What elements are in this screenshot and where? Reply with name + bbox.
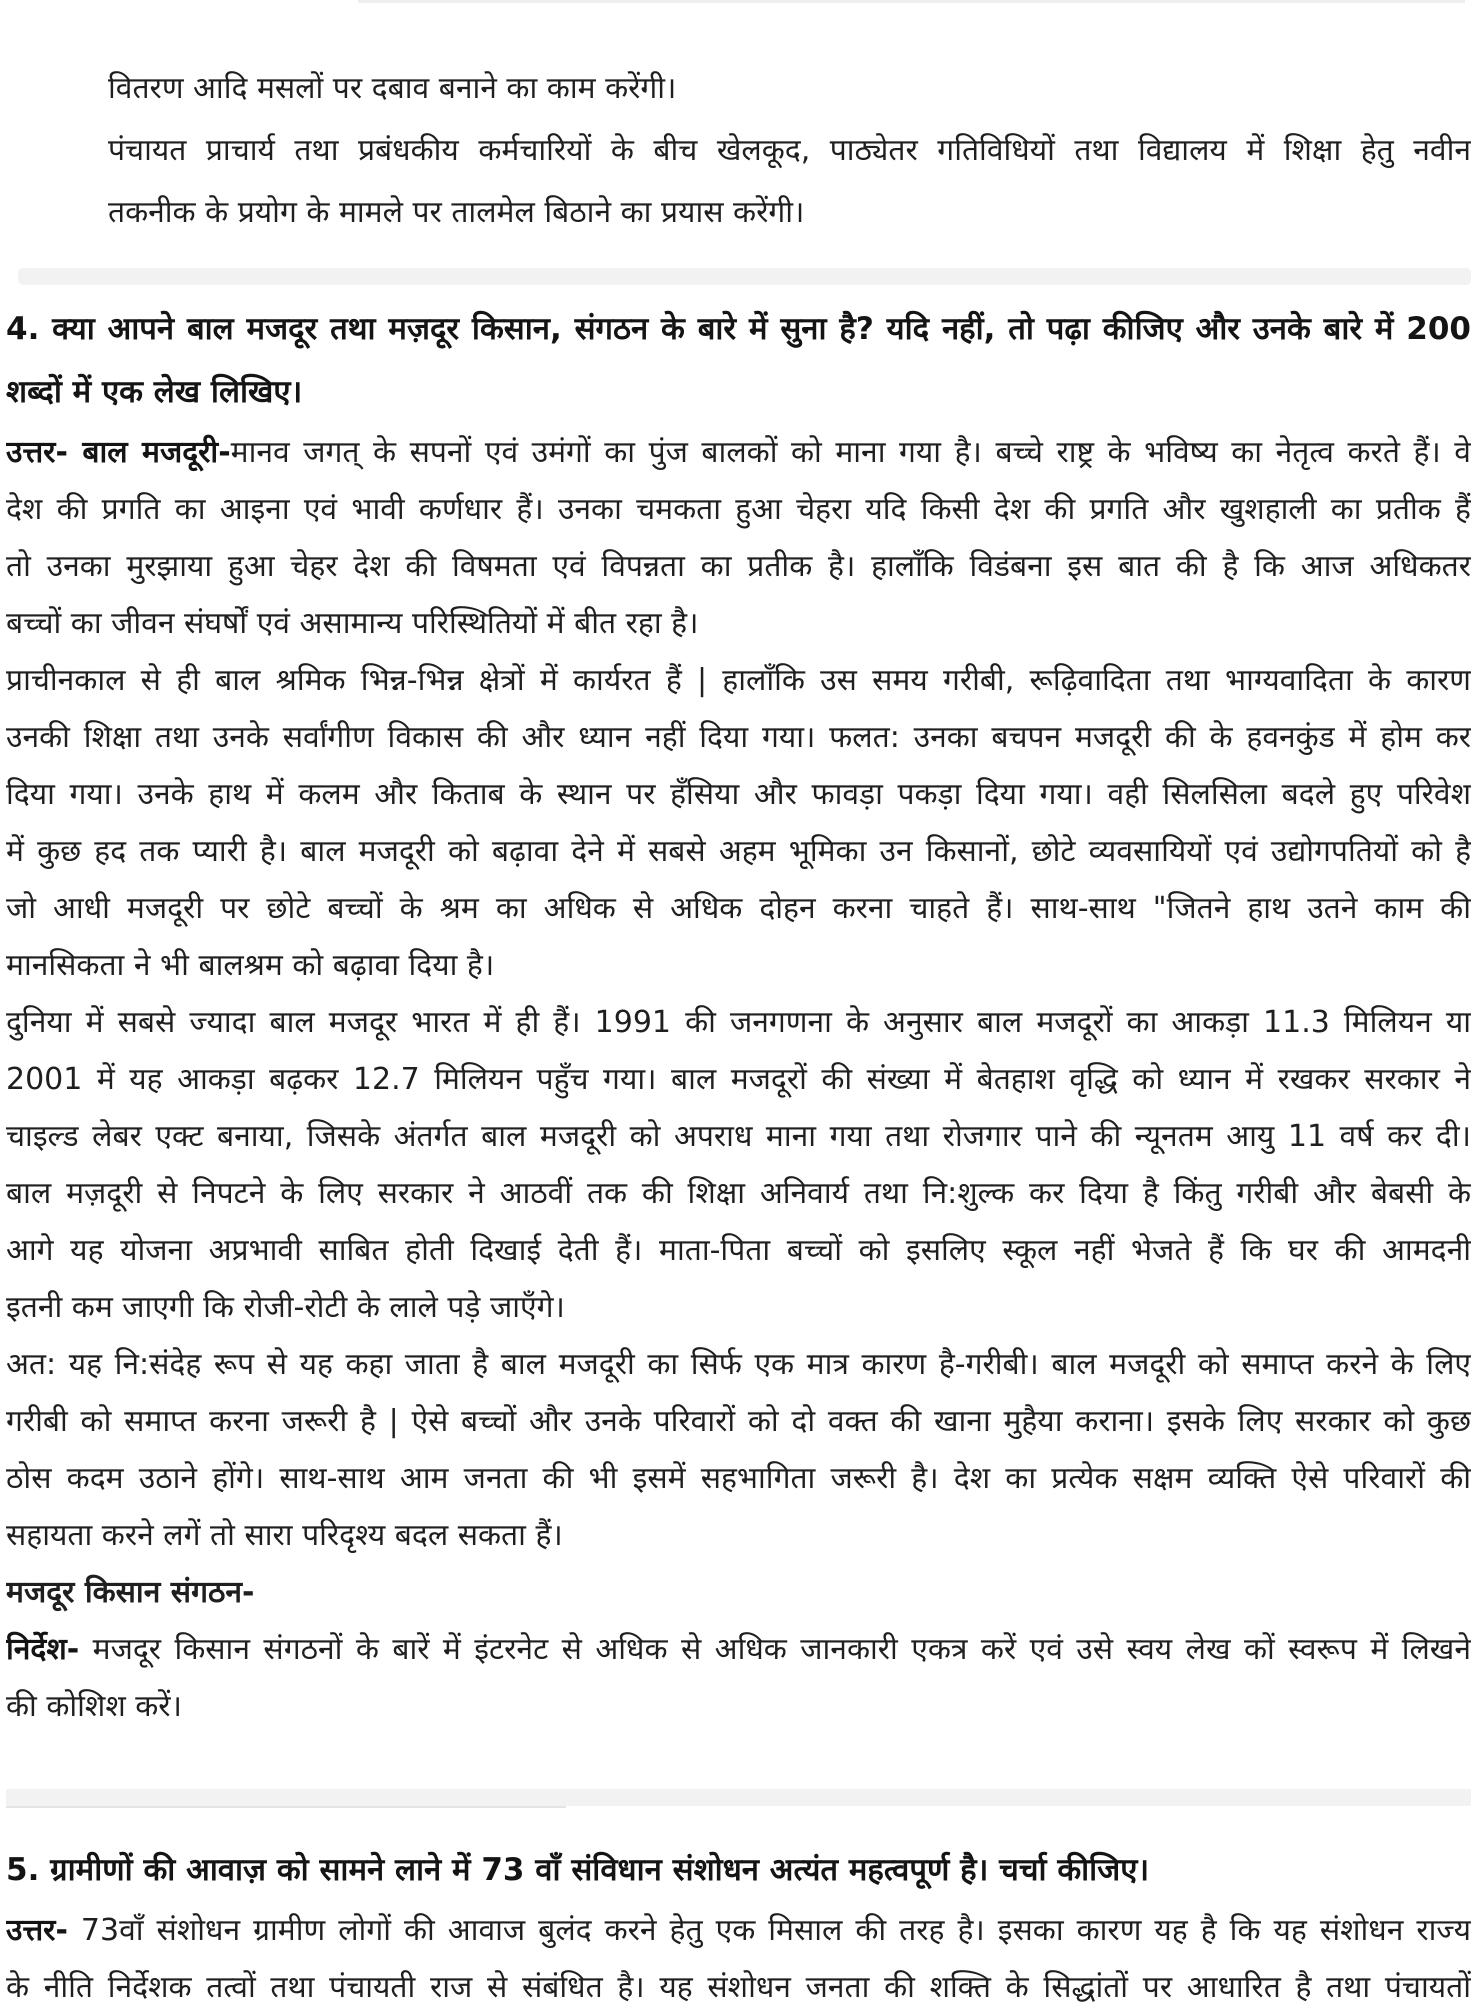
line-text: 73वाँ संशोधन ग्रामीण लोगों की आवाज बुलंद करने हेतु एक मिसाल की तरह है। इसका कारण यह है कि यह संशोधन राज्य [67,1913,1471,1948]
line-text: अत: यह नि:संदेह रूप से यह कहा जाता है बाल मजदूरी का सिर्फ एक मात्र कारण है-गरीबी। बाल मजदूरी को समाप्त करने के लिए [6,1347,1471,1382]
answer-4-line [6,538,1471,595]
line-text: दुनिया में सबसे ज्यादा बाल मजदूर भारत में ही हैं। 1991 की जनगणना के अनुसार बाल मजदूरों का आकड़ा 11.3 मिलियन या [6,1005,1471,1040]
answer-4-line [6,709,1471,766]
line-text: बच्चों का जीवन संघर्षों एवं असामान्य परिस्थितियों में बीत रहा है। [6,606,699,641]
bullet-item-line [108,120,1471,182]
answer-5-line [6,1959,1471,2016]
answer-4-line [6,595,1471,652]
line-text: देश की प्रगति का आइना एवं भावी कर्णधार हैं। उनका चमकता हुआ चेहरा यदि किसी देश की प्रगति और खुशहाली का प्रतीक हैं [6,492,1471,527]
section-divider [18,268,1471,285]
line-text: चाइल्ड लेबर एक्ट बनाया, जिसके अंतर्गत बाल मजदूरी को अपराध माना गया तथा रोजगार पाने की न्यूनतम आयु 11 वर्ष कर दी। [6,1119,1471,1154]
line-text: 5. ग्रामीणों की आवाज़ को सामने लाने में 73 वाँ संविधान संशोधन अत्यंत महत्वपूर्ण है। चर्चा कीजिए। [6,1852,1150,1888]
line-text: उनकी शिक्षा तथा उनके सर्वांगीण विकास की और ध्यान नहीं दिया गया। फलत: उनका बचपन मजदूरी की के हवनकुंड में होम कर [6,720,1471,755]
line-text: बाल मज़दूरी से निपटने के लिए सरकार ने आठवीं तक की शिक्षा अनिवार्य तथा नि:शुल्क कर दिया है किंतु गरीबी और बेबसी के [6,1176,1471,1211]
answer-4-line [6,424,1471,481]
line-text: मानव जगत् के सपनों एवं उमंगों का पुंज बालकों को माना गया है। बच्चे राष्ट्र के भविष्य का नेतृत्व करते हैं। वे [230,435,1471,470]
line-text: प्राचीनकाल से ही बाल श्रमिक भिन्न-भिन्न क्षेत्रों में कार्यरत हैं | हालाँकि उस समय गरीबी, रूढ़िवादिता तथा भाग्यवादिता के कारण [6,663,1471,698]
instruction-line [6,1621,1471,1678]
answer-4-line [6,823,1471,880]
answer-4-line [6,1507,1471,1564]
question-4-heading-line [6,298,1471,361]
intro-continuation-line [108,58,1471,120]
answer-5-line [6,1902,1471,1959]
answer-4-line [6,1051,1471,1108]
line-text: जो आधी मजदूरी पर छोटे बच्चों के श्रम का अधिक से अधिक दोहन करना चाहते हैं। साथ-साथ "जितने हाथ उतने काम की [6,891,1471,926]
line-text: 2001 में यह आकड़ा बढ़कर 12.7 मिलियन पहुँच गया। बाल मजदूरों की संख्या में बेतहाश वृद्धि को ध्यान में रखकर सरकार ने [6,1062,1471,1097]
line-text: दिया गया। उनके हाथ में कलम और किताब के स्थान पर हँसिया और फावड़ा पकड़ा दिया गया। वही सिलसिला बदले हुए परिवेश [6,777,1471,812]
answer-4-line [6,1108,1471,1165]
answer-4-line [6,652,1471,709]
line-text: मजदूर किसान संगठन- [6,1575,255,1610]
answer-label: उत्तर- [6,1913,68,1948]
line-text: पंचायत प्राचार्य तथा प्रबंधकीय कर्मचारियों के बीच खेलकूद, पाठ्येतर गतिविधियों तथा विद्यालय में शिक्षा हेतु नवीन [108,133,1471,168]
line-text: ठोस कदम उठाने होंगे। साथ-साथ आम जनता की भी इसमें सहभागिता जरूरी है। देश का प्रत्येक सक्षम व्यक्ति ऐसे परिवारों की [6,1461,1471,1496]
line-text: सहायता करने लगें तो सारा परिदृश्य बदल सकता हैं। [6,1518,563,1553]
line-text: इतनी कम जाएगी कि रोजी-रोटी के लाले पड़े जाएँगे। [6,1290,565,1325]
question-5-heading-line [6,1839,1471,1902]
answer-label: उत्तर- बाल मजदूरी- [6,435,231,470]
answer-label: निर्देश- [6,1632,80,1667]
answer-4-line [6,1165,1471,1222]
answer-4-line [6,880,1471,937]
answer-4-line [6,937,1471,994]
line-text: के नीति निर्देशक तत्वों तथा पंचायती राज से संबंधित है। यह संशोधन जनता की शक्ति के सिद्धांतों पर आधारित है तथा पंचायतों [6,1970,1471,2005]
line-text: मानसिकता ने भी बालश्रम को बढ़ावा दिया है। [6,948,495,983]
line-text: में कुछ हद तक प्यारी है। बाल मजदूरी को बढ़ावा देने में सबसे अहम भूमिका उन किसानों, छोटे व्यवसायियों एवं उद्योगपतियों को है [6,834,1471,869]
line-text: की कोशिश करें। [6,1689,182,1724]
answer-4-line [6,1450,1471,1507]
document-lines [6,58,1471,2016]
question-4-heading-line [6,361,1471,424]
top-edge-artifact [358,0,1465,3]
section-divider [6,1789,1471,1806]
bullet-item-line [108,182,1471,244]
instruction-line [6,1678,1471,1735]
line-text: शब्दों में एक लेख लिखिए। [6,374,303,410]
answer-4-line [6,1336,1471,1393]
line-text: तो उनका मुरझाया हुआ चेहर देश की विषमता एवं विपन्नता का प्रतीक है। हालाँकि विडंबना इस बात की है कि आज अधिकतर [6,549,1471,584]
answer-4-line [6,1393,1471,1450]
answer-4-line [6,766,1471,823]
line-text: 4. क्या आपने बाल मजदूर तथा मज़दूर किसान, संगठन के बारे में सुना है? यदि नहीं, तो पढ़ा कीजिए और उनके बारे में 200 [6,311,1471,347]
line-text: तकनीक के प्रयोग के मामले पर तालमेल बिठाने का प्रयास करेंगी। [108,195,805,230]
answer-4-line [6,994,1471,1051]
line-text: गरीबी को समाप्त करना जरूरी है | ऐसे बच्चों और उनके परिवारों को दो वक्त की खाना मुहैया कराना। इसके लिए सरकार को कुछ [6,1404,1471,1439]
answer-4-line [6,481,1471,538]
line-text: आगे यह योजना अप्रभावी साबित होती दिखाई देती हैं। माता-पिता बच्चों को इसलिए स्कूल नहीं भेजते हैं कि घर की आमदनी [6,1233,1471,1268]
line-text: वितरण आदि मसलों पर दबाव बनाने का काम करेंगी। [108,71,677,106]
answer-4-line [6,1279,1471,1336]
line-text: मजदूर किसान संगठनों के बारें में इंटरनेट से अधिक से अधिक जानकारी एकत्र करें एवं उसे स्वय लेख कों स्वरूप में लिखने [79,1632,1471,1667]
subheading-line [6,1564,1471,1621]
answer-4-line [6,1222,1471,1279]
